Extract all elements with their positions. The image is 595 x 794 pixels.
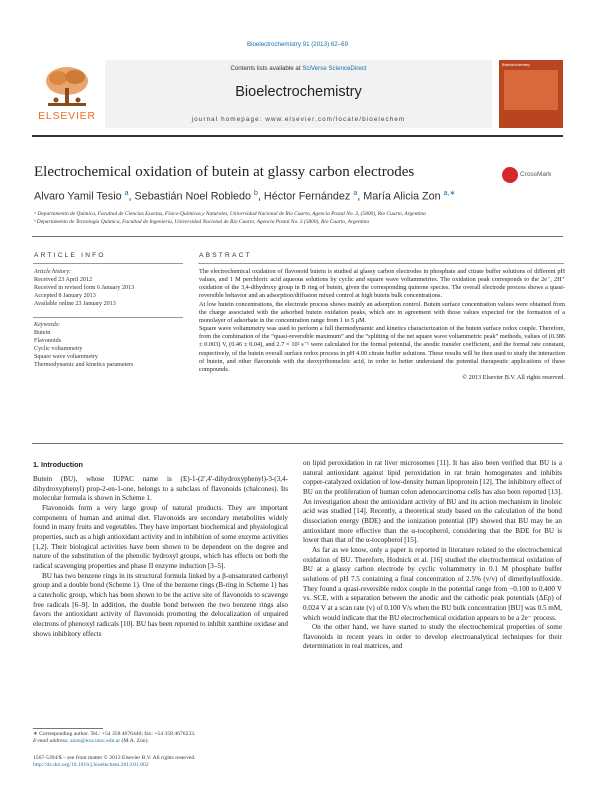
history-item: Received in revised form 6 January 2013 bbox=[34, 285, 135, 292]
article-info-heading: ARTICLE INFO bbox=[34, 252, 106, 259]
elsevier-logo[interactable] bbox=[32, 60, 102, 128]
section-heading: 1. Introduction bbox=[33, 460, 83, 469]
journal-title: Bioelectrochemistry bbox=[235, 84, 362, 100]
author-affiliation-mark[interactable]: b bbox=[253, 190, 258, 197]
doi-link[interactable]: http://dx.doi.org/10.1016/j.bioelechem.2013.01.002 bbox=[33, 762, 149, 769]
right-column bbox=[303, 459, 562, 652]
journal-cover-image bbox=[499, 60, 563, 128]
author-affiliation-mark[interactable]: a,∗ bbox=[443, 190, 456, 197]
left-column bbox=[33, 475, 288, 639]
keywords bbox=[34, 321, 184, 370]
keyword: Butein bbox=[34, 330, 51, 337]
header-rule bbox=[32, 135, 563, 137]
body-paragraph: As far as we know, only a paper is reported in literature related to the electrochemical oxidation of BU. Therefore, Hodnick et al. [16] studied the electrochemical oxidation of BU at a glassy carbon electrode by cyclic voltammetry in 0.1 M phosphate buffer solutions of pH 7.5 containing a final concentration of 2.5% (v/v) of dimethylsulfoxide. They found a quasi-reversible redox couple in the potential range from −0.100 to 0.400 V vs. SCE, with a separation between the anodic and the cathodic peak potentials (ΔEp) of 0.024 V at a scan rate (v) of 0.100 V/s when the BU bulk concentration [BU] was 0.5 mM, which would indicate that the BU electrochemical oxidation appears to be a 2e⁻ process. bbox=[303, 545, 562, 622]
history-label: Article history: bbox=[34, 269, 72, 275]
copyright: © 2013 Elsevier B.V. All rights reserved. bbox=[462, 374, 565, 382]
article-history bbox=[34, 268, 184, 308]
elsevier-tree-icon bbox=[42, 64, 92, 108]
corresponding-author: ∗ Corresponding author. Tel.: +54 358 4676440; fax: +54 358 4676233. bbox=[33, 731, 196, 737]
divider bbox=[33, 317, 183, 318]
body-paragraph: Butein (BU), whose IUPAC name is (E)-1-(2′,4′-dihydroxyphenyl)-3-(3,4-dihydroxyphenyl) prop-2-en-1-one, belongs to a subclass of flavonoids (chalcones). Its molecular formula is shown in Scheme 1. bbox=[33, 475, 288, 503]
sciencedirect-link[interactable]: SciVerse ScienceDirect bbox=[302, 65, 367, 72]
keyword: Flavonoids bbox=[34, 338, 62, 345]
abstract-body bbox=[199, 268, 565, 382]
crossmark-icon bbox=[502, 167, 518, 183]
author-name: Sebastián Noel Robledo bbox=[134, 190, 251, 203]
keyword: Thermodynamic and kinetics parameters bbox=[34, 362, 134, 369]
author-name: Alvaro Yamil Tesio bbox=[34, 190, 122, 203]
history-item: Available online 23 January 2013 bbox=[34, 301, 116, 308]
contents-prefix: Contents lists available at bbox=[230, 65, 303, 72]
body-paragraph: on lipid peroxidation in rat liver microsomes [11]. It has also been verified that BU is a natural antioxidant against lipid peroxidation in rat brain homogenates and inhibits copper-catalyzed oxidation of low-density human lipoprotein [12]. The inhibitory effect of BU on the proliferation of human colon adenocarcinoma cells has also been reported [13]. An investigation about the antioxidant activity of BU and its action mechanism in linoleic acid was studied [14]. Recently, a theoretical study based on the calculation of the bond dissociation energy (BDE) and the ionization potential (IP) showed that BU may be an antioxidant more effective than the α-tocopherol, considering that the BDE for BU is lower than that of the α-tocopherol [15]. bbox=[303, 459, 562, 545]
corresponding-footnote bbox=[33, 731, 288, 746]
author-affiliation-mark[interactable]: a bbox=[124, 190, 129, 197]
body-paragraph: BU has two benzene rings in its structural formula linked by a β-unsaturated carbonyl group and a double bond (Scheme 1). One of the benzene rings (B-ring in Scheme 1) has a catecholic group, which has been shown to be the active site of flavonoids to scavenge free radicals [6–9]. In addition, the double bond between the two benzene rings also favors the antioxidant activity of flavonoids promoting the delocalization of unpaired electrons of phenoxyl radicals [10]. BU has been reported to inhibit xanthine oxidase and shows inhibitory effects bbox=[33, 571, 289, 638]
abstract-paragraph: The electrochemical oxidation of flavonoid butein is studied at glassy carbon electrodes in phosphate and citrate buffer solutions of different pH values, and 1 M perchloric acid aqueous solutions by cyclic and square wave voltammetries. The oxidation peak corresponds to the 2e⁻, 2H⁺ oxidation of the 3,4-dihydroxy group in B ring of butein, given the corresponding quinone species. The overall electrode process shows a quasi-reversible behavior and an adsorption/diffusion mixed control at high butein bulk concentrations. bbox=[199, 268, 565, 300]
contents-line bbox=[105, 65, 492, 72]
cover-artwork bbox=[504, 70, 558, 110]
keyword: Square wave voltammetry bbox=[34, 354, 98, 361]
abstract-heading: ABSTRACT bbox=[199, 252, 252, 259]
author-list: Alvaro Yamil Tesio $^a$, Sebastián Noel Robledo $^b$, Héctor Fernández $^a$, María Alicia Zon $^{a,∗}$ bbox=[34, 190, 456, 203]
divider bbox=[198, 263, 564, 264]
issn-line: 1567-5394/$ – see front matter © 2013 Elsevier B.V. All rights reserved. bbox=[33, 755, 196, 761]
author-affiliation-mark[interactable]: a bbox=[353, 190, 358, 197]
body-paragraph: On the other hand, we have started to study the electrochemical properties of some flavonoids in recent years in order to develop electroanalytical techniques for their determination in real matrices, and bbox=[303, 623, 562, 651]
affiliation-b: ᵇ Departamento de Tecnología Química, Facultad de Ingeniería, Universidad Nacional de Río Cuarto, Agencia Postal No. 3 (5800), Río Cuarto, Argentina bbox=[34, 219, 370, 225]
divider bbox=[33, 263, 183, 264]
abstract-paragraph: At low butein concentrations, the electrode process shows mainly an adsorption control. Butein surface concentration values were obtained from the charge associated with the adsorbed butein oxidation peaks, which are in agreement with those values expected for the formation of a monolayer of adsorbate in the concentration range from 1 to 5 μM. bbox=[199, 300, 565, 324]
author-name: María Alicia Zon bbox=[363, 190, 441, 203]
email-link[interactable]: azon@exa.unrc.edu.ar bbox=[70, 738, 121, 745]
crossmark-badge[interactable] bbox=[502, 166, 564, 184]
journal-banner bbox=[105, 60, 492, 128]
email-label: E-mail address: bbox=[33, 738, 71, 745]
journal-reference[interactable]: Bioelectrochemistry 91 (2013) 62–69 bbox=[246, 41, 349, 48]
history-item: Received 23 April 2012 bbox=[34, 277, 93, 284]
journal-header bbox=[32, 57, 563, 134]
history-item: Accepted 8 January 2013 bbox=[34, 293, 96, 300]
divider bbox=[32, 236, 563, 237]
elsevier-wordmark: ELSEVIER bbox=[38, 110, 96, 122]
keywords-label: Keywords: bbox=[34, 322, 61, 328]
footnote-rule bbox=[33, 728, 103, 729]
bottom-matter bbox=[33, 755, 196, 770]
email-suffix: (M.A. Zon). bbox=[120, 738, 149, 745]
keyword: Cyclic voltammetry bbox=[34, 346, 83, 353]
affiliation-a: ᵃ Departamento de Química, Facultad de Ciencias Exactas, Físico-Químicas y Naturales, Universidad Nacional de Río Cuarto, Agencia Postal No. 3, (5800), Río Cuarto, Argentina bbox=[34, 211, 426, 217]
abstract-paragraph: Square wave voltammetry was used to perform a full thermodynamic and kinetics characterization of the butein surface redox couple. Therefore, from the combination of the “quasi-reversible maximum” and the “splitting of the net square wave voltammetric peak” methods, values of (0.386 ± 0.003) V, (0.46 ± 0.04), and 2.7 × 10² s⁻¹ were calculated for the formal potential, the anodic transfer coefficient, and the formal rate constant, respectively, of the butein overall surface redox process in pH 4.00 citrate buffer solutions. These results will be then used to study the interaction of butein, and other flavonoids with the deoxyribonucleic acid, in order to better understand the potential therapeutic applications of these compounds. bbox=[199, 325, 565, 373]
author-name: Héctor Fernández bbox=[263, 190, 351, 203]
cover-label: Bioelectrochemistry bbox=[502, 63, 530, 67]
crossmark-label: CrossMark bbox=[520, 171, 552, 178]
body-paragraph: Flavonoids form a very large group of natural products. They are important components of human and animal diet. Flavonoids are secondary metabolites widely found in many fruits and vegetables. They have important biochemical and physiological properties, such as a high antioxidant activity and in inhibition of some enzyme activities [1,2]. Their biological activities have been shown to be dependent on the degree and nature of the substitution of the phenolic hydroxyl groups, which has effects on both the radical scavenging properties and phase II enzyme induction [3–5]. bbox=[33, 503, 288, 570]
divider bbox=[32, 443, 563, 444]
journal-homepage[interactable]: journal homepage: www.elsevier.com/locate/bioelechem bbox=[191, 116, 406, 123]
article-title: Electrochemical oxidation of butein at glassy carbon electrodes bbox=[34, 164, 415, 180]
